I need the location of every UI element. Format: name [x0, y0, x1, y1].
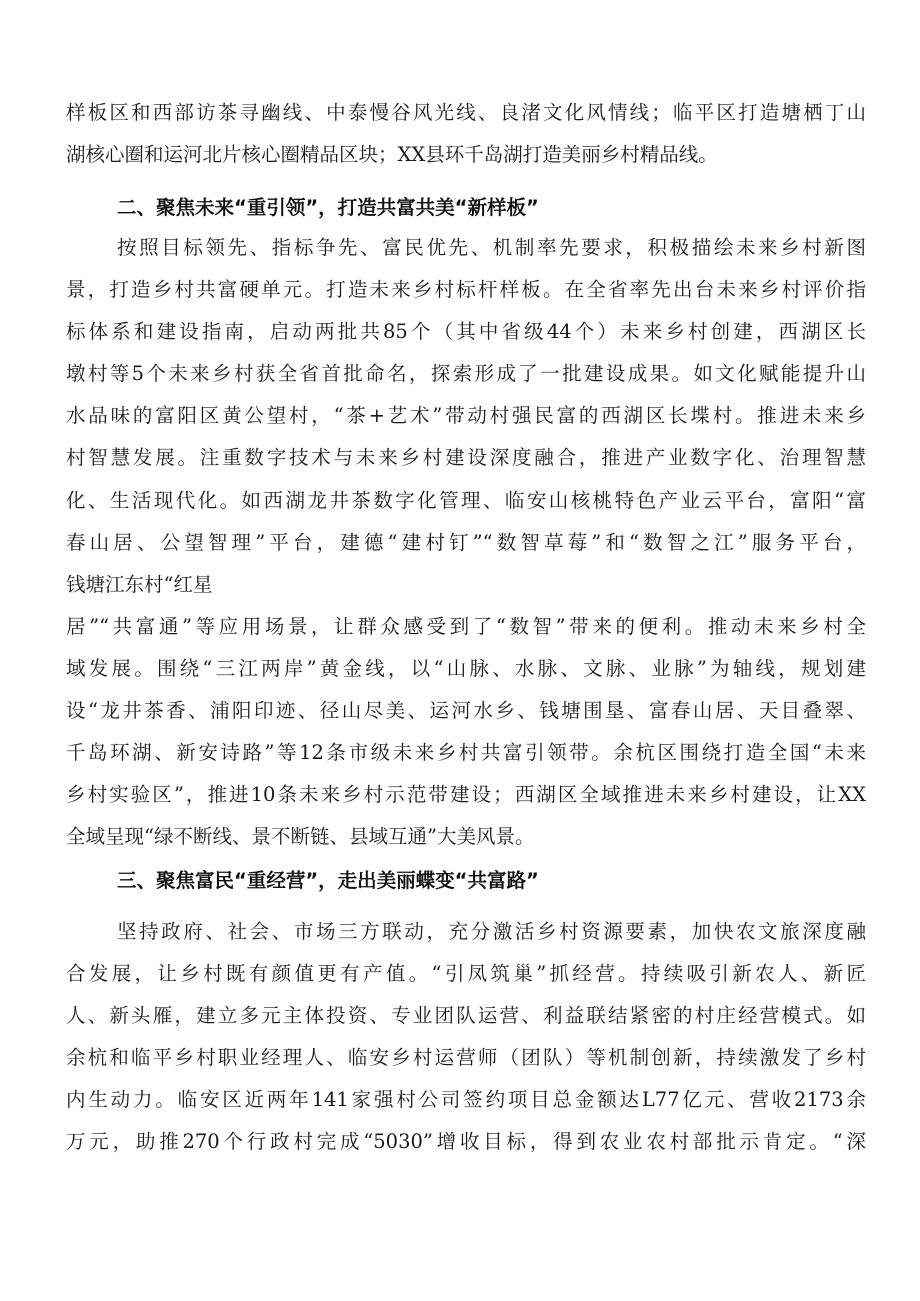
paragraph-line: 域发展。围绕“三江两岸”黄金线，以“山脉、水脉、文脉、业脉”为轴线，规划建	[66, 657, 866, 680]
paragraph-line: 钱塘江东村“红星	[66, 573, 213, 596]
paragraph-line: 标体系和建设指南，启动两批共85个（其中省级44个）未来乡村创建，西湖区长	[66, 320, 866, 343]
paragraph-line: 乡村实验区”，推进10条未来乡村示范带建设；西湖区全域推进未来乡村建设，让XX	[66, 783, 866, 806]
section-heading-2: 二、聚焦未来“重引领”，打造共富共美“新样板”	[117, 196, 539, 219]
paragraph-line: 按照目标领先、指标争先、富民优先、机制率先要求，积极描绘未来乡村新图	[117, 236, 866, 259]
paragraph-line: 村智慧发展。注重数字技术与未来乡村建设深度融合，推进产业数字化、治理智慧	[66, 446, 866, 469]
paragraph-line: 湖核心圈和运河北片核心圈精品区块；XX县环千岛湖打造美丽乡村精品线。	[66, 143, 718, 166]
paragraph-line: 余杭和临平乡村职业经理人、临安乡村运营师（团队）等机制创新，持续激发了乡村	[66, 1046, 866, 1069]
paragraph-line: 样板区和西部访茶寻幽线、中泰慢谷风光线、良渚文化风情线；临平区打造塘栖丁山	[66, 101, 866, 124]
paragraph-line: 全域呈现“绿不断线、景不断链、县域互通”大美风景。	[66, 825, 535, 848]
paragraph-line: 设“龙井茶香、浦阳印迹、径山尽美、运河水乡、钱塘围垦、富春山居、天目叠翠、	[66, 699, 866, 722]
paragraph-line: 景，打造乡村共富硬单元。打造未来乡村标杆样板。在全省率先出台未来乡村评价指	[66, 278, 866, 301]
paragraph-line: 水品味的富阳区黄公望村，“茶+艺术”带动村强民富的西湖区长堞村。推进未来乡	[66, 404, 866, 427]
paragraph-line: 墩村等5个未来乡村获全省首批命名，探索形成了一批建设成果。如文化赋能提升山	[66, 362, 866, 385]
paragraph-line: 千岛环湖、新安诗路”等12条市级未来乡村共富引领带。余杭区围绕打造全国“未来	[66, 741, 866, 764]
section-heading-3: 三、聚焦富民“重经营”，走出美丽蝶变“共富路”	[117, 869, 539, 892]
paragraph-line: 坚持政府、社会、市场三方联动，充分激活乡村资源要素，加快农文旅深度融	[117, 920, 866, 943]
paragraph-line: 内生动力。临安区近两年141家强村公司签约项目总金额达L77亿元、营收2173余	[66, 1088, 866, 1111]
paragraph-line: 居”“共富通”等应用场景，让群众感受到了“数智”带来的便利。推动未来乡村全	[66, 615, 866, 638]
paragraph-line: 春山居、公望智理”平台，建德“建村钉”“数智草莓”和“数智之江”服务平台，	[66, 531, 866, 554]
paragraph-line: 万元，助推270个行政村完成“5030”增收目标，得到农业农村部批示肯定。“深	[66, 1130, 866, 1153]
paragraph-line: 合发展，让乡村既有颜值更有产值。“引凤筑巢”抓经营。持续吸引新农人、新匠	[66, 962, 866, 985]
paragraph-line: 化、生活现代化。如西湖龙井茶数字化管理、临安山核桃特色产业云平台，富阳“富	[66, 489, 866, 512]
paragraph-line: 人、新头雁，建立多元主体投资、专业团队运营、利益联结紧密的村庄经营模式。如	[66, 1004, 866, 1027]
